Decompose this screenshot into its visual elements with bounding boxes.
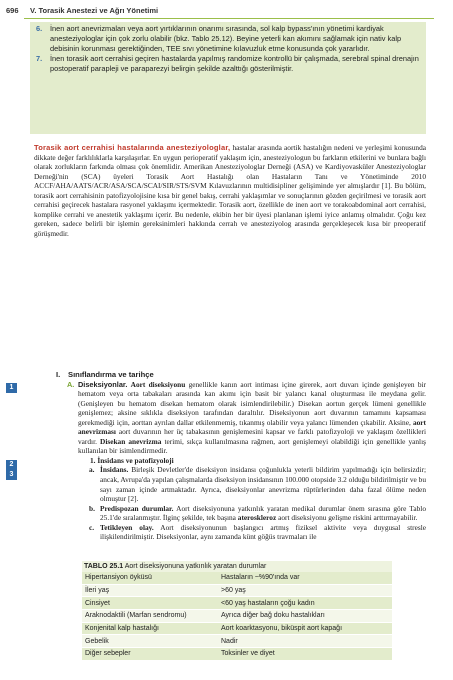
page-number: 696 — [6, 6, 19, 15]
subsection-text: terimi, sıkça kullanılmasına rağmen, aort genişlemeyi olabildiği için genellikle yanlış kullanılan bir isimlendirmedir. — [78, 436, 426, 456]
subsection-letter: A. — [67, 379, 75, 389]
item-title: Tetikleyen olay. — [100, 522, 154, 532]
bold-term: aort anevrizması — [78, 417, 426, 437]
condition-cell: Gebelik — [82, 635, 218, 648]
section-content — [34, 370, 426, 542]
intro-text: hastalar arasında aortik hastalığın nedeni ve yerleşimi konusunda dikkate değer farklılıklarla karşılaşırlar. En uygun perioperatif yaklaşım için, anesteziyologun bu farkların etkilerini ve bunlara bağlı olarak zorlukların farkında olması çok önemlidir. Amerikan Anesteziyologlar Derneği (ASA) ve Kardiyovasküler Anesteziyologlar Derneği'nin (SCA) üyeleri Torasik Aort Hastalığı olan Hastaların Tanı ve Yönetiminde 2010 ACCF/AHA/AATS/ACR/ASA/SCA/SCAI/SIR/STS/SVM Kılavuzlarının multidisipliner gelişiminde yer almışlardır [1]. Bu bölüm, torasik aort cerrahisinin patofizyolojisine kısa bir genel bakış, cerrahi yaklaşımlar ve sonuçlarının gözden geçirilmesi ve torasik aort cerrahisi geçirecek hastalara rasyonel yaklaşımı içermektedir. Torasik aort, özellikle de inen aort ve torakoabdominal aort cerrahisi, komplike cerrahi ve anestetik yaklaşımı içerir. Bu nedenle, ekibin her bir üyesi planlanan işlemi iyice anlamış olmalıdır. Çoğu kez gereken, sadece belirli bir işlemin gereksinimleri hakkında cerrah ve anesteziyolog arasında gerçekleşecek kısa bir preoperatif görüşmedir. — [34, 143, 427, 238]
condition-cell: Hipertansiyon öyküsü — [82, 572, 218, 584]
condition-cell: Cinsiyet — [82, 597, 218, 610]
item-text: Aort diseksiyonuna yatkınlık yaratan medikal durumlar önem sırasına göre Tablo 25.1'de sıralanmıştır. İlginç şekilde, tek başına — [100, 503, 426, 523]
margin-marker-3: 3 — [6, 470, 17, 480]
item-text: aort diseksiyonu gelişme riskini arttırmayabilir. — [276, 513, 418, 523]
table-row — [82, 648, 392, 661]
list-item — [34, 523, 426, 542]
table-row — [82, 622, 392, 635]
table-row — [82, 572, 392, 584]
item-letter: c. — [89, 522, 95, 532]
condition-cell: Diğer sebepler — [82, 648, 218, 661]
intro-paragraph — [34, 143, 426, 238]
conditions-table — [82, 572, 392, 661]
section-heading — [34, 370, 426, 380]
item-text: Birleşik Devletler'de diseksiyon insidansı çoğunlukla yeterli bildirim yapılmadığı için belirsizdir; ancak, Avrupa'da yapılan çalışmalarda diseksiyon insidansının 100.000 otopside 3.2 olduğu bildirilmiştir ve bu sayı zaman içinde artmaktadır. Ayrıca, diseksiyonlar anevrizma rüptürlerinden daha fazal ölüme neden olmuştur [2]. — [100, 465, 426, 504]
bold-term: Disekan anevrizma — [100, 436, 162, 446]
key-points-box — [30, 22, 426, 134]
header-divider — [24, 18, 434, 19]
margin-marker-2: 2 — [6, 460, 17, 470]
table-row — [82, 597, 392, 610]
note-cell: Aort koarktasyonu, biküspit aort kapağı — [218, 622, 392, 635]
table-25-1 — [82, 561, 392, 661]
table-caption-text: Aort diseksiyonuna yatkınlık yaratan durumlar — [123, 563, 267, 570]
subsection-title: Diseksiyonlar. — [78, 379, 128, 389]
note-cell: Ayrıca diğer bağ doku hastalıkları — [218, 610, 392, 623]
item-letter: b. — [89, 503, 95, 513]
page-header — [0, 4, 453, 20]
item-title: İnsidans. — [100, 465, 129, 475]
subsubsection-title: İnsidans ve patofizyoloji — [97, 455, 174, 465]
section-title: Sınıflandırma ve tarihçe — [68, 370, 154, 379]
bold-term: ateroskleroz — [237, 513, 277, 523]
table-row — [82, 584, 392, 597]
key-point-6 — [36, 24, 420, 54]
key-point-text: İnen aort anevrizmaları veya aort yırtıklarının onarımı sırasında, sol kalp bypass'ının yönetimi kardiyak anesteziyologlar için çok zorlu olabilir (bkz. Tablo 25.12). Beyine yeterli kan akımını sağlamak için nativ kalp debisinin korunması gerektiğinden, TEE sıvı yönetimine kılavuzluk etme konusunda çok yararlıdır. — [50, 24, 402, 54]
key-point-number: 6. — [36, 24, 43, 33]
chapter-title: V. Torasik Anestezi ve Ağrı Yönetimi — [30, 6, 159, 15]
note-cell: Hastaların ~%90'ında var — [218, 572, 392, 584]
item-letter: a. — [89, 465, 95, 475]
table-row — [82, 610, 392, 623]
table-caption — [82, 561, 392, 572]
subsubsection-number: 1. — [90, 455, 96, 465]
note-cell: Nadir — [218, 635, 392, 648]
margin-marker-1: 1 — [6, 383, 17, 393]
note-cell: >60 yaş — [218, 584, 392, 597]
key-point-text: İnen torasik aort cerrahisi geçiren hastalarda yapılmış randomize kontrollü bir çalışmada, serebral spinal drenajın postoperatif parapleji ve paraparezyi belirgin şekilde azalttığı gösterilmiştir. — [50, 54, 419, 74]
subsection-lead: Aort diseksiyonu — [130, 379, 186, 389]
list-item — [34, 504, 426, 523]
subsection-text: genellikle kanın aort intiması içine girerek, aort duvarı içinde genişleyen bir hematom veya orta tabakaları arasında kan akımı için basit bir yalancı kanal oluşturması ile meydana gelir. (Genişleyen bu hematom disekan hematom olarak isimlendirilebilir.) Disekan aortun gerçek lümeni genellikle genişlemez; aksine sıklıkla diseksiyon tarafından daraltılır. Diseksiyonun aort duvarının tamamını kapsaması gerekmediği için, aorttan ayrılan dallar etkilenmemiş, tıkanmış olabilir veya yalancı lümenden çıkabilir. Aksine, — [78, 379, 426, 427]
note-cell: Toksinler ve diyet — [218, 648, 392, 661]
item-title: Predispozan durumlar. — [100, 503, 174, 513]
key-point-7 — [36, 54, 420, 74]
table-label: TABLO 25.1 — [84, 563, 124, 570]
condition-cell: Araknodaktili (Marfan sendromu) — [82, 610, 218, 623]
condition-cell: İleri yaş — [82, 584, 218, 597]
section-number: I. — [56, 370, 61, 379]
table-row — [82, 635, 392, 648]
subsection-a — [34, 380, 426, 456]
key-point-number: 7. — [36, 54, 43, 64]
condition-cell: Konjenital kalp hastalığı — [82, 622, 218, 635]
item-text: Aort diseksiyonunun başlangıcı artmış fiziksel aktivite veya duygusal stresle ilişkilendirilmiştir. Diseksiyonlar, aynı zamanda künt göğüs travmaları ile — [100, 522, 426, 542]
intro-title: Torasik aort cerrahisi hastalarında anesteziyologlar, — [34, 143, 231, 152]
list-item — [34, 465, 426, 503]
subsection-text: aort duvarının her üç tabakasının genişlemesini kapsar ve farklı patofizyoloji ve yaklaşım özellikleri vardır. — [78, 427, 426, 446]
note-cell: <60 yaş hastaların çoğu kadın — [218, 597, 392, 610]
